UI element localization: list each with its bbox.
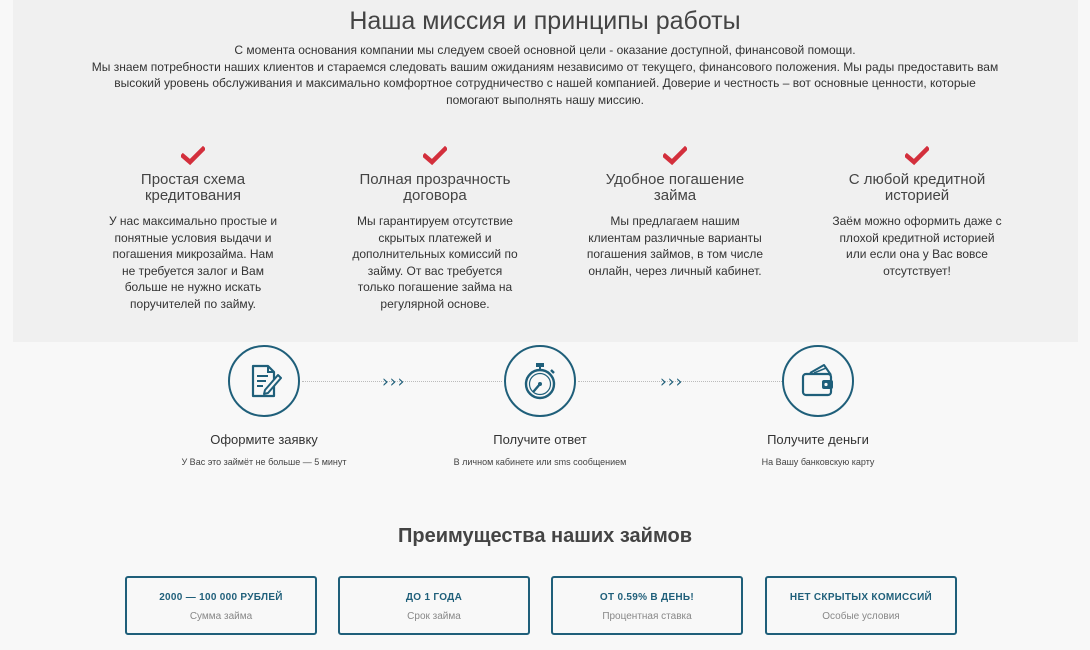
- step-icon-answer: [504, 345, 576, 417]
- step-icon-apply: [228, 345, 300, 417]
- principle-title: С любой кредитной историей: [848, 171, 986, 204]
- advantage-label: Особые условия: [822, 611, 900, 622]
- mission-title: Наша миссия и принципы работы: [349, 7, 741, 35]
- advantage-label: Срок займа: [407, 611, 461, 622]
- chevrons-right-icon: ›››: [660, 372, 684, 392]
- step-icon-money: [782, 345, 854, 417]
- principle-text: Мы предлагаем нашим клиентам различные варианты погашения займов, в том числе онлайн, через личный кабинет.: [586, 214, 764, 278]
- mission-text-line: С момента основания компании мы следуем своей основной цели - оказание доступной, финансовой помощи.: [234, 43, 856, 57]
- principle-repayment: [585, 146, 765, 279]
- principle-text: У нас максимально простые и понятные условия выдачи и погашения микрозайма. Нам не требуется залог и Вам больше не нужно искать поручителей по займу.: [108, 214, 278, 311]
- step-subtitle: На Вашу банковскую карту: [761, 457, 875, 467]
- advantage-card-rate: [551, 576, 743, 635]
- principle-transparency: [350, 146, 520, 312]
- mission-text: [90, 42, 1000, 108]
- stopwatch-icon: [520, 361, 560, 401]
- advantage-value: ДО 1 ГОДА: [405, 592, 463, 603]
- advantage-card-amount: [125, 576, 317, 635]
- advantage-card-term: [338, 576, 530, 635]
- principle-text: Мы гарантируем отсутствие скрытых платежей и дополнительных комиссий по займу. От вас требуется только погашение займа на регулярной основе.: [352, 214, 518, 311]
- checkmark-icon: [181, 146, 205, 166]
- advantage-value: ОТ 0.59% В ДЕНЬ!: [599, 592, 695, 603]
- advantage-value: НЕТ СКРЫТЫХ КОМИССИЙ: [789, 592, 933, 603]
- checkmark-icon: [423, 146, 447, 166]
- step-label: Получите ответ: [493, 432, 587, 447]
- step-label: Оформите заявку: [210, 432, 318, 447]
- checkmark-icon: [663, 146, 687, 166]
- checkmark-icon: [905, 146, 929, 166]
- principle-simple-scheme: [108, 146, 278, 312]
- advantage-label: Сумма займа: [189, 611, 253, 622]
- principle-text: Заём можно оформить даже с плохой кредитной историей или если она у Вас вовсе отсутствует!: [832, 214, 1002, 278]
- document-pen-icon: [244, 361, 284, 401]
- advantage-value: 2000 — 100 000 РУБЛЕЙ: [159, 592, 283, 603]
- step-label: Получите деньги: [767, 432, 869, 447]
- chevrons-right-icon: ›››: [382, 372, 406, 392]
- step-subtitle: У Вас это займёт не больше — 5 минут: [181, 457, 347, 467]
- principle-title: Полная прозрачность договора: [359, 171, 511, 204]
- step-subtitle: В личном кабинете или sms сообщением: [453, 457, 627, 467]
- principle-any-credit-history: [832, 146, 1002, 279]
- principle-title: Удобное погашение займа: [605, 171, 745, 204]
- advantage-label: Процентная ставка: [602, 611, 692, 622]
- principle-title: Простая схема кредитования: [140, 171, 246, 204]
- mission-text-line: Мы знаем потребности наших клиентов и стараемся следовать вашим ожиданиям независимо от текущего, финансового положения. Мы рады предоставить вам высокий уровень обслуживания и максимально комфортное сотрудничество с нашей компанией. Доверие и честность – вот основные ценности, которые помогают выполнять нашу миссию.: [91, 59, 999, 107]
- advantages-title: Преимущества наших займов: [397, 525, 692, 547]
- advantage-card-conditions: [765, 576, 957, 635]
- wallet-money-icon: [798, 361, 838, 401]
